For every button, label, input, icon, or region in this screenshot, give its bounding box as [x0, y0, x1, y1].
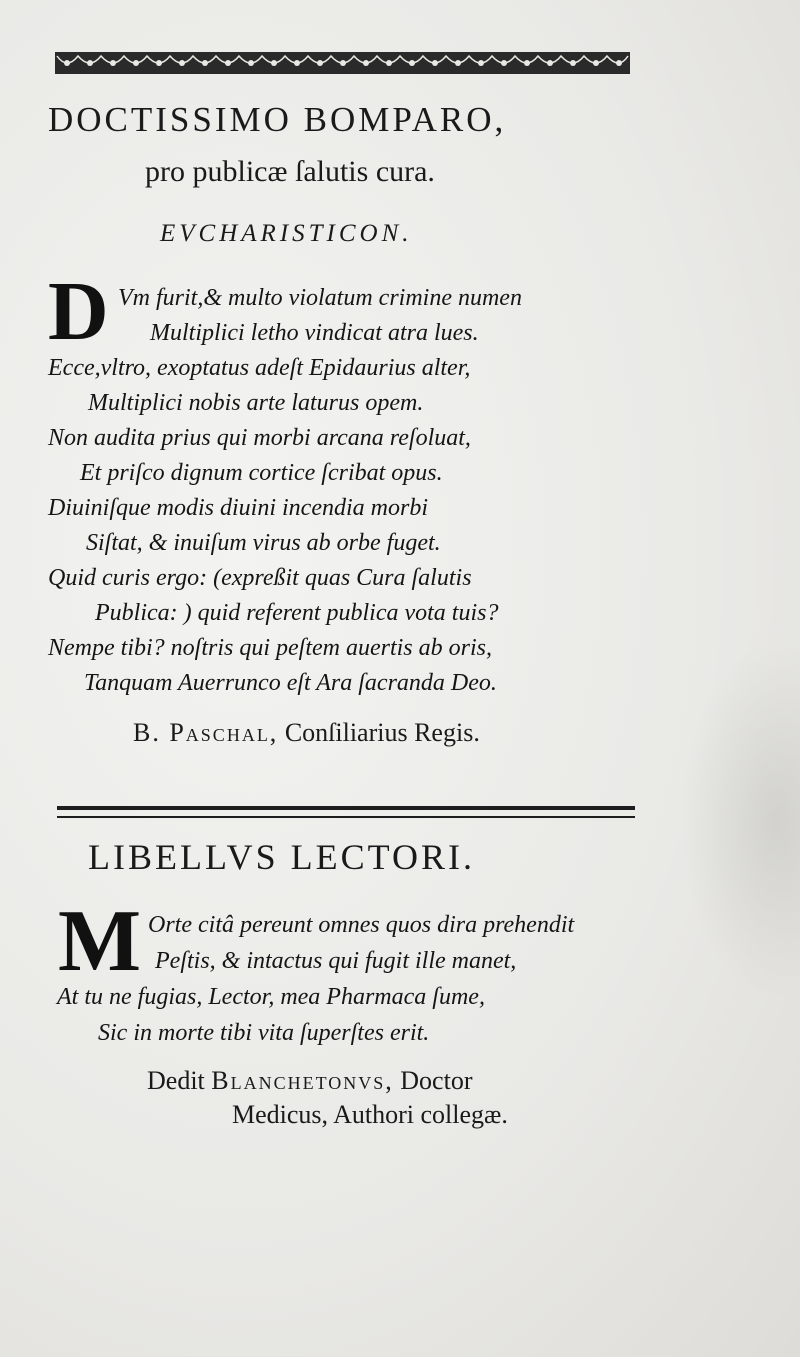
poem-line: Ecce,vltro, exoptatus adeſt Epidaurius alter,: [48, 355, 471, 381]
poem-line: Orte citâ pereunt omnes quos dira prehendit: [148, 912, 575, 938]
dedication-subtitle: pro publicæ ſalutis cura.: [145, 155, 435, 188]
poem-line: Sic in morte tibi vita ſuperſtes erit.: [98, 1020, 430, 1046]
signature-role: Conſiliarius Regis.: [284, 718, 480, 747]
drop-cap-d: D: [48, 265, 109, 358]
signature-name: Blanchetonvs,: [211, 1066, 394, 1095]
poem-line: Multiplici letho vindicat atra lues.: [150, 320, 479, 346]
poem-line: Non audita prius qui morbi arcana reſoluat,: [48, 425, 471, 451]
signature-blanchetonus: [147, 1066, 472, 1096]
signature-medicus: Medicus, Authori collegæ.: [232, 1100, 508, 1129]
signature-dedit: Dedit: [147, 1066, 205, 1095]
poem-line: Quid curis ergo: (expreßit quas Cura ſalutis: [48, 565, 472, 591]
drop-cap-m: M: [58, 893, 142, 990]
page-stain: [680, 640, 800, 1000]
signature-paschal: [133, 718, 480, 748]
poem-title-libellus: LIBELLVS LECTORI.: [88, 837, 476, 877]
poem-line: Multiplici nobis arte laturus opem.: [88, 390, 424, 416]
poem-line: Peſtis, & intactus qui fugit ille manet,: [155, 948, 517, 974]
section-rule-thick: [57, 806, 635, 810]
poem-line: At tu ne fugias, Lector, mea Pharmaca ſume,: [57, 984, 485, 1010]
poem-line: Vm furit,& multo violatum crimine numen: [118, 285, 522, 311]
poem-line: Et priſco dignum cortice ſcribat opus.: [80, 460, 443, 486]
poem-line: Nempe tibi? noſtris qui peſtem auertis ab oris,: [48, 635, 492, 661]
section-rule-thin: [57, 816, 635, 818]
signature-name: B. Paschal,: [133, 718, 279, 747]
poem-title-eucharisticon: EVCHARISTICON.: [160, 220, 413, 247]
signature-doctor: Doctor: [400, 1066, 473, 1095]
poem-line: Diuiniſque modis diuini incendia morbi: [48, 495, 428, 521]
poem-line: Tanquam Auerrunco eſt Ara ſacranda Deo.: [84, 670, 497, 696]
dedication-title: DOCTISSIMO BOMPARO,: [48, 100, 507, 139]
poem-line: Publica: ) quid referent publica vota tuis?: [95, 600, 499, 626]
poem-line: Siſtat, & inuiſum virus ab orbe fuget.: [86, 530, 441, 556]
ornament-border: [55, 52, 630, 74]
